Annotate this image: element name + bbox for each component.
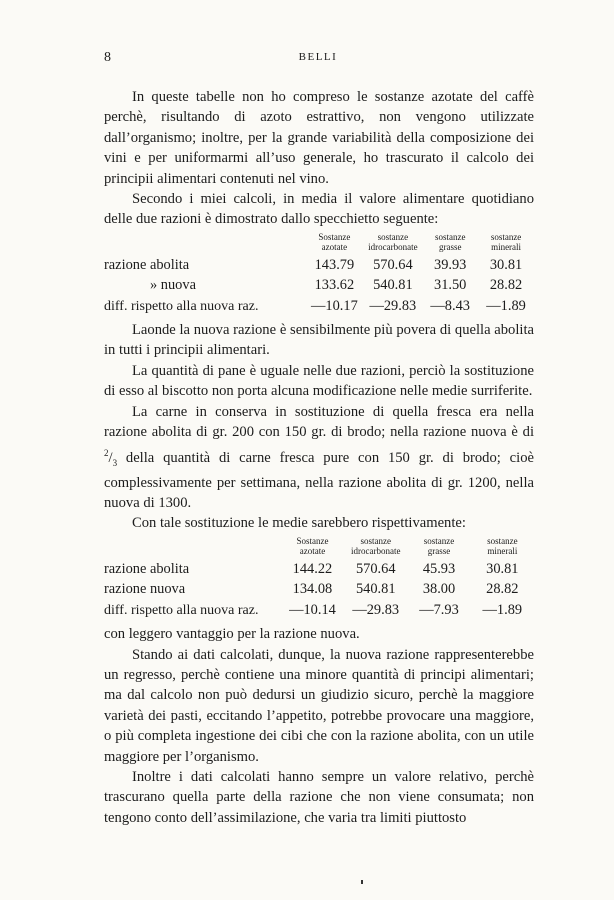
table-row [104, 559, 534, 579]
table-row [104, 255, 534, 275]
row-label: diff. rispetto alla nuova raz. [104, 298, 259, 314]
paragraph: Stando ai dati calcolati, dunque, la nuova razione rappresenterebbe un regresso, perchè contiene una minore quantità di principi alimentari; ma dal calcolo non può dedursi un giudizio sicuro, perchè la maggiore varietà dei pasti, eccitando l’appetito, potrebbe provocare una maggiore, o più completa ingestione dei cibi che con la razione abolita, con un utile maggiore per l’organismo. [104, 646, 534, 765]
column-header: sostanze idrocarbonate [350, 535, 401, 556]
table-cell: —8.43 [430, 297, 470, 314]
table-cell: —29.83 [352, 601, 400, 618]
table-cell: —1.89 [482, 601, 523, 618]
table-cell: 30.81 [489, 256, 523, 273]
running-head: BELLI [298, 51, 338, 63]
table-cell: 28.82 [486, 581, 519, 598]
table-cell: 144.22 [292, 560, 333, 577]
column-header: sostanze idrocarbonate [368, 231, 418, 252]
paragraph: Secondo i miei calcoli, in media il valore alimentare quotidiano delle due razioni è dimostrato dallo specchietto seguente: [104, 191, 534, 228]
paragraph: Con tale sostituzione le medie sarebbero rispettivamente: [132, 515, 466, 532]
paragraph: La carne in conserva in sostituzione di quella fresca era nella razione abolita di gr. 200 con 150 gr. di brodo; nella razione nuova è di $^2/_3$ della quantità di carne fresca pure con 150 gr. di brodo; cioè complessivamente per settimana, nella razione abolita di gr. 1200, nella nuova di 1300. [104, 403, 534, 512]
table-cell: —29.83 [369, 297, 417, 314]
paragraph: Laonde la nuova razione è sensibilmente più povera di quella abolita in tutti i principii alimentari. [104, 322, 534, 359]
row-label: razione abolita [104, 256, 190, 273]
table-cell: 570.64 [373, 256, 413, 273]
column-header: Sostanze azotate [318, 231, 351, 252]
column-header: sostanze grasse [434, 231, 466, 252]
table-row [104, 275, 534, 295]
row-label: diff. rispetto alla nuova raz. [104, 602, 259, 618]
page-header [104, 50, 532, 68]
table-cell: 133.62 [314, 277, 355, 294]
printer-mark [361, 880, 363, 884]
body-text [104, 87, 534, 828]
column-header: sostanze grasse [423, 535, 455, 556]
table-row [104, 579, 534, 599]
table-cell: 31.50 [434, 277, 467, 294]
row-label: razione nuova [104, 581, 186, 598]
table-row [104, 600, 534, 621]
table-cell: —1.89 [486, 297, 526, 314]
table-row [104, 296, 534, 317]
fraction-denominator: 3 [112, 457, 118, 468]
table-cell: 143.79 [314, 256, 355, 273]
paragraph: con leggero vantaggio per la razione nuova. [104, 626, 360, 643]
nutrition-table-2 [104, 536, 534, 621]
table-header-row [104, 232, 534, 255]
column-header: Sostanze azotate [296, 535, 329, 556]
table-cell: 540.81 [355, 581, 396, 598]
table-header-row [104, 536, 534, 559]
table-cell: —10.17 [311, 297, 358, 314]
table-cell: 45.93 [422, 560, 456, 577]
table-cell: 39.93 [434, 256, 467, 273]
table-cell: 570.64 [355, 560, 396, 577]
row-label: » nuova [150, 277, 196, 294]
fraction-numerator: 2 [104, 447, 109, 458]
page-number: 8 [104, 50, 111, 65]
nutrition-table-1 [104, 232, 534, 317]
row-label: razione abolita [104, 560, 190, 577]
table-cell: —7.93 [419, 601, 459, 618]
paragraph: Inoltre i dati calcolati hanno sempre un valore relativo, perchè trascurano quella parte della razione che non viene consumata; non tengono conto dell’assimilazione, che varia tra limiti piuttosto [104, 768, 534, 826]
table-cell: 38.00 [422, 581, 456, 598]
table-cell: 134.08 [292, 581, 333, 598]
table-cell: 28.82 [489, 277, 523, 294]
table-cell: —10.14 [289, 601, 336, 618]
column-header: sostanze minerali [487, 535, 518, 556]
column-header: sostanze minerali [490, 231, 522, 252]
paragraph: La quantità di pane è uguale nelle due razioni, perciò la sostituzione di esso al biscotto non porta alcuna modificazione nelle medie surriferite. [104, 362, 534, 400]
table-cell: 30.81 [486, 560, 519, 577]
table-cell: 540.81 [373, 277, 413, 294]
paragraph: In queste tabelle non ho compreso le sostanze azotate del caffè perchè, risultando di azoto estrattivo, non vengono utilizzate dall’organismo; inoltre, per la grande variabilità della composizione dei vini e per uniformarmi all’uso generale, ho trascurato il calcolo dei principii alimentari contenuti nel vino. [104, 89, 534, 187]
